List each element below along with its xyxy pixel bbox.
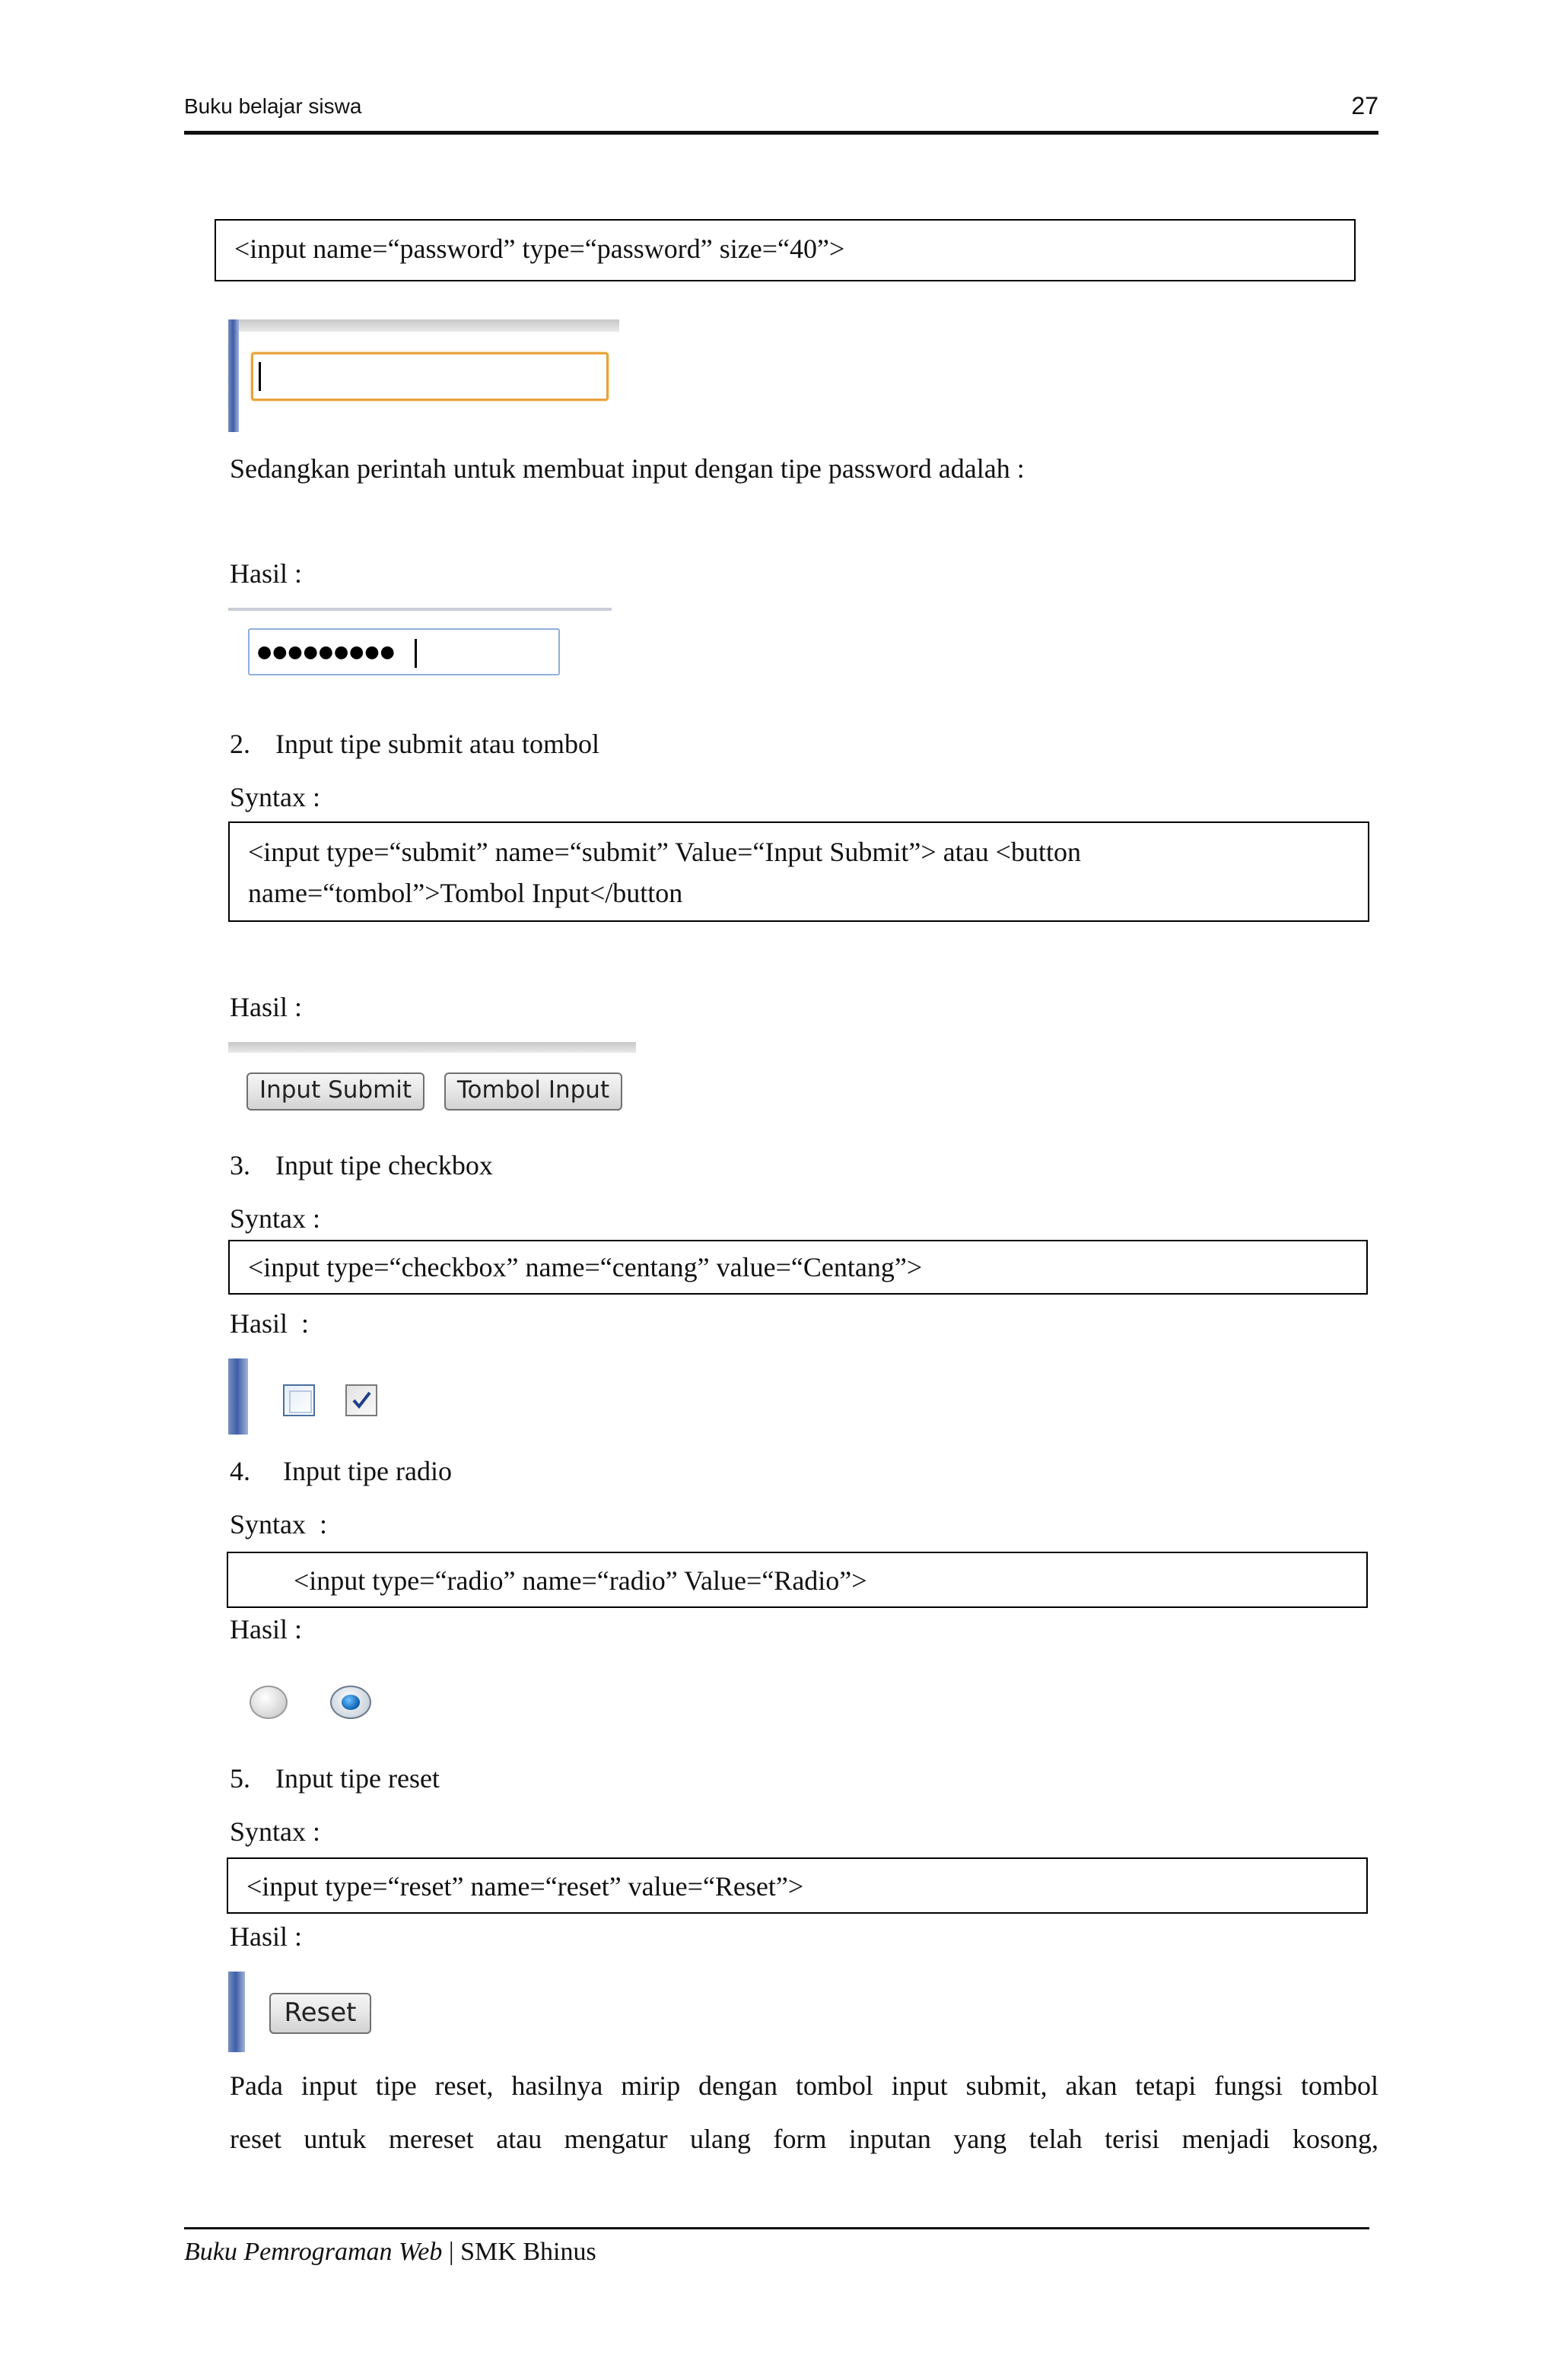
password-code-text: <input name=“password” type=“password” size=“40”> [234,234,845,264]
reset-button[interactable]: Reset [269,1993,371,2034]
footer [184,2236,596,2268]
section-3-number: 3. [230,1150,250,1180]
text-cursor [259,362,261,391]
focused-text-field[interactable] [251,352,609,401]
checkbox-screenshot-edge-bar [228,1358,248,1435]
password-hasil-label: Hasil : [230,558,302,589]
input-submit-button[interactable]: Input Submit [246,1072,424,1111]
section-3-syntax-label: Syntax : [230,1203,321,1234]
radio-code-text: <input type=“radio” name=“radio” Value=“Radio”> [294,1565,867,1596]
password-mask: ●●●●●●●●● [257,643,396,662]
running-title: Buku belajar siswa [184,94,362,118]
submit-code-line-2: name=“tombol”>Tombol Input</button [248,878,683,908]
checkbox-checked[interactable] [345,1384,377,1416]
password-code-box [215,219,1356,281]
tombol-input-button[interactable]: Tombol Input [444,1072,622,1111]
section-5-hasil-label: Hasil : [230,1921,302,1952]
section-4-number: 4. [230,1456,250,1486]
checkbox-code-text: <input type=“checkbox” name=“centang” value=“Centang”> [248,1252,923,1282]
text-cursor [415,639,417,668]
section-2-heading: Input tipe submit atau tombol [275,729,599,759]
checkmark-icon [347,1386,376,1415]
checkbox-code-box [228,1240,1368,1295]
section-4-syntax-label: Syntax : [230,1509,328,1540]
section-5-syntax-label: Syntax : [230,1816,321,1847]
checkbox-inner [289,1390,312,1413]
header-rule [184,131,1378,135]
submit-code-line-1: <input type=“submit” name=“submit” Value=“Input Submit”> atau <button [248,837,1081,867]
section-2-number: 2. [230,729,250,759]
closing-paragraph-line-1: Pada input tipe reset, hasilnya mirip dengan tombol input submit, akan tetapi fungsi tombol [230,2070,1378,2101]
footer-book-title: Buku Pemrograman Web [184,2238,443,2266]
password-field[interactable] [248,628,560,675]
radio-dot [342,1695,360,1710]
password-screenshot-rule [228,608,612,611]
footer-rule [184,2227,1369,2229]
section-5-heading: Input tipe reset [275,1763,440,1794]
radio-unselected[interactable] [250,1686,288,1719]
section-3-heading: Input tipe checkbox [275,1150,493,1180]
section-4-heading: Input tipe radio [283,1456,452,1486]
reset-code-text: <input type=“reset” name=“reset” value=“Reset”> [246,1871,804,1902]
screenshot-edge-bar [228,319,239,432]
reset-screenshot-edge-bar [228,1972,245,2052]
section-2-hasil-label: Hasil : [230,992,302,1022]
footer-separator: | [448,2238,454,2266]
footer-school: SMK Bhinus [460,2238,596,2266]
password-intro-text: Sedangkan perintah untuk membuat input dengan tipe password adalah : [230,453,1025,484]
screenshot-top-rule [239,319,619,332]
radio-code-box [227,1552,1368,1608]
radio-selected[interactable] [330,1686,371,1719]
submit-code-box [228,821,1369,922]
reset-code-box [227,1857,1368,1914]
section-2-syntax-label: Syntax : [230,782,321,812]
checkbox-unchecked[interactable] [283,1384,315,1416]
section-4-hasil-label: Hasil : [230,1614,302,1644]
submit-screenshot-rule [228,1042,636,1053]
section-5-number: 5. [230,1763,250,1794]
closing-paragraph-line-2: reset untuk mereset atau mengatur ulang form inputan yang telah terisi menjadi kosong, [230,2124,1378,2154]
section-3-hasil-label: Hasil : [230,1308,309,1339]
page-number: 27 [1351,92,1378,119]
